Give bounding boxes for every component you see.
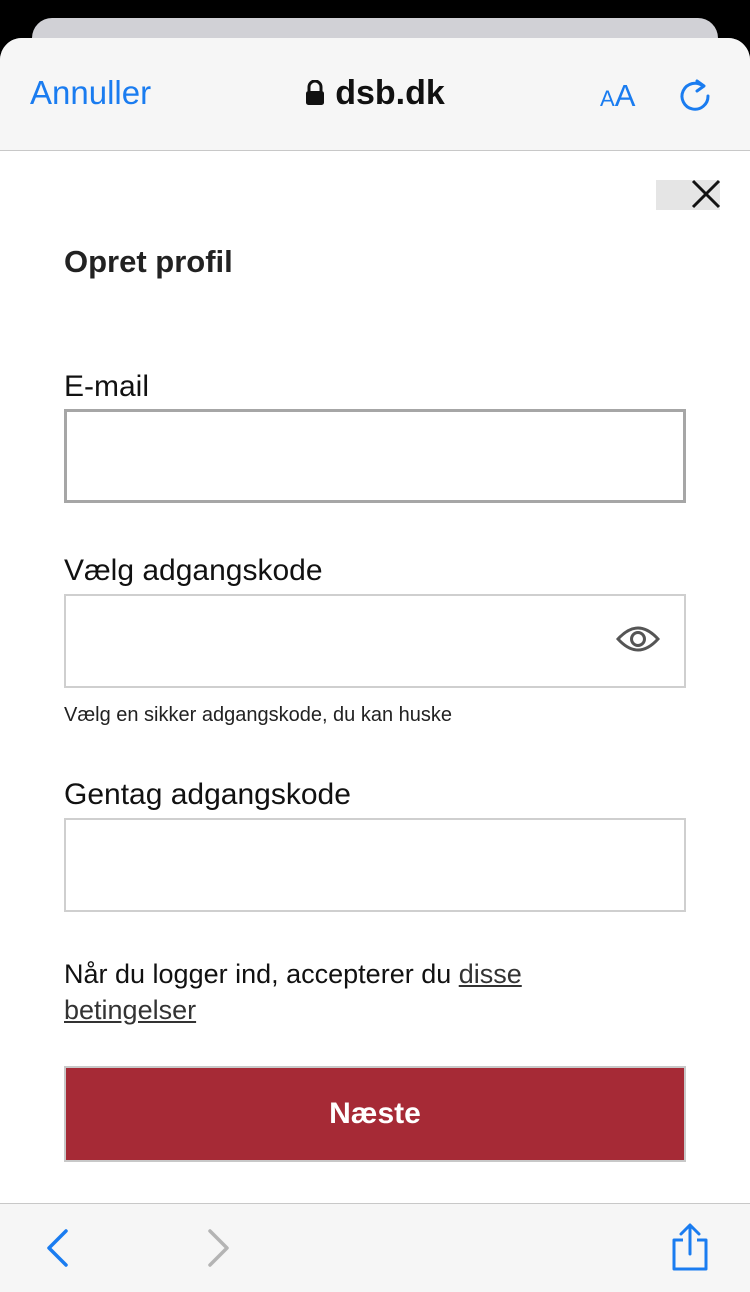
page-title: Opret profil: [64, 244, 233, 279]
next-button[interactable]: Næste: [64, 1066, 686, 1162]
repeat-password-label: Gentag adgangskode: [64, 778, 351, 811]
reload-icon[interactable]: [678, 78, 714, 114]
email-label: E-mail: [64, 370, 150, 403]
password-label: Vælg adgangskode: [64, 554, 323, 587]
text-size-large-glyph: A: [614, 78, 636, 113]
text-size-button[interactable]: [600, 78, 635, 114]
repeat-password-field[interactable]: [64, 818, 686, 912]
password-hint: Vælg en sikker adgangskode, du kan huske: [64, 704, 453, 726]
cancel-button[interactable]: Annuller: [30, 74, 152, 111]
text-size-small-glyph: A: [600, 86, 615, 111]
browser-bottom-bar: [0, 1203, 750, 1292]
email-field[interactable]: [64, 409, 686, 503]
domain-text: dsb.dk: [335, 74, 445, 112]
password-field[interactable]: [64, 594, 686, 688]
terms-text: [64, 956, 624, 1028]
back-arrow-icon[interactable]: [44, 1228, 70, 1268]
address-bar[interactable]: [0, 74, 750, 113]
forward-arrow-icon: [206, 1228, 232, 1268]
close-icon: [690, 178, 722, 210]
terms-prefix: Når du logger ind, accepterer du: [64, 959, 459, 989]
browser-top-bar: [0, 38, 750, 151]
browser-sheet: [0, 38, 750, 1292]
eye-icon[interactable]: [616, 624, 660, 654]
close-button[interactable]: [656, 180, 720, 210]
share-icon[interactable]: [670, 1222, 710, 1272]
terms-link[interactable]: disse betingelser: [64, 959, 522, 1025]
lock-icon: [305, 80, 325, 106]
